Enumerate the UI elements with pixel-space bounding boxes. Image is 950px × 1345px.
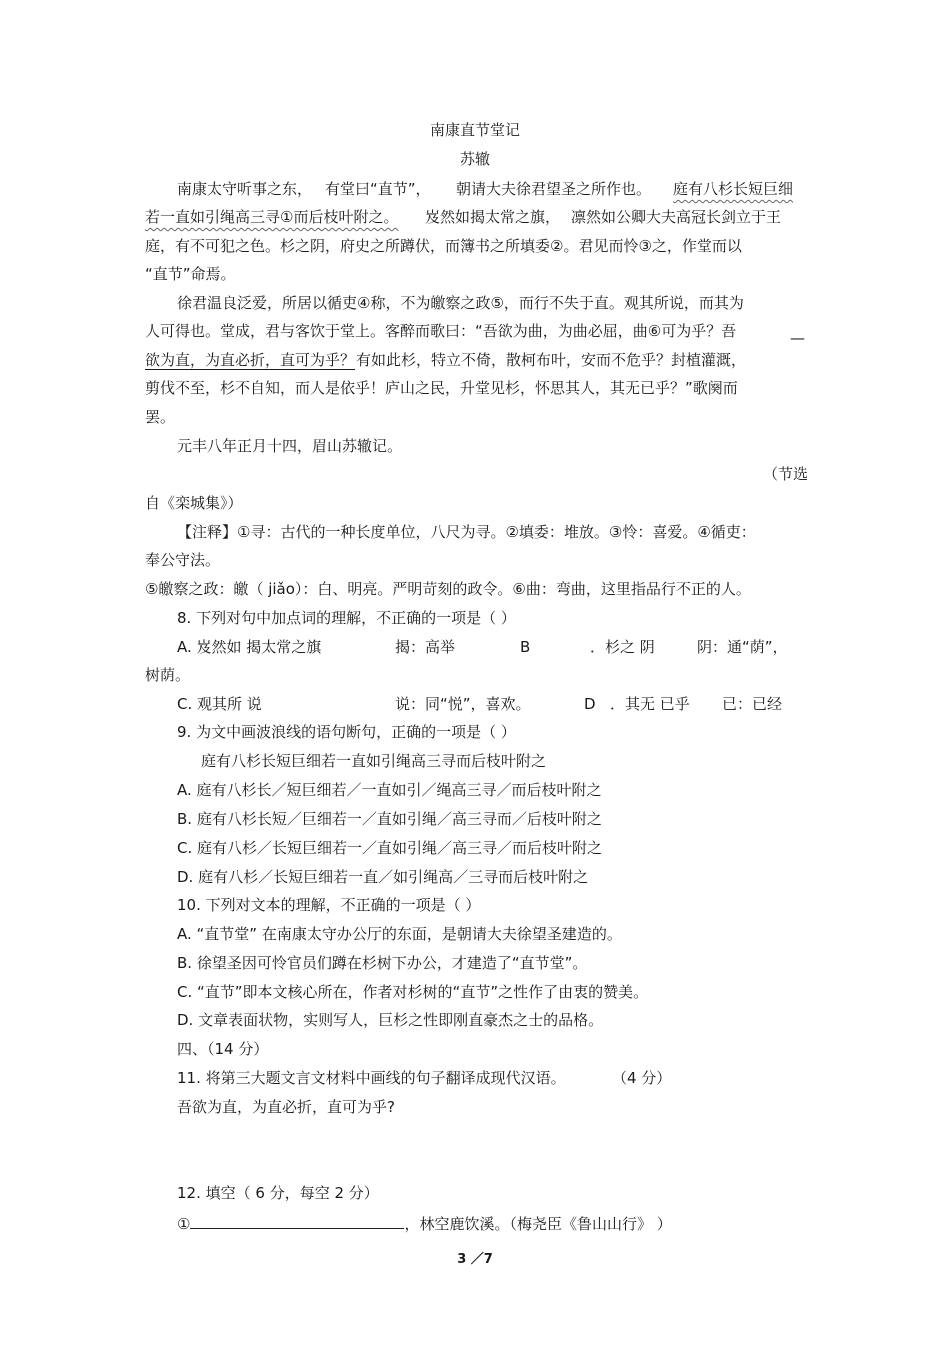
option-c: C. 观其所 说 xyxy=(177,695,262,713)
option-d-meaning: 已：已经 xyxy=(722,695,783,713)
text-line: 庭，有不可犯之色。杉之阴，府史之所蹲伏，而簿书之所填委②。君见而怜③之，作堂而以 xyxy=(145,237,742,255)
annotation-line: ⑤皦察之政：皦（ jiǎo）：白、明亮。严明苛刻的政令。⑥曲：弯曲，这里指品行不正的人。 xyxy=(145,580,751,598)
option-d: D. 庭有八杉／长短巨细若一直／如引绳高／三寻而后枝叶附之 xyxy=(177,868,589,886)
question-8: 8. 下列对句中加点词的理解，不正确的一项是（ ） xyxy=(177,609,516,627)
question-10: 10. 下列对文本的理解，不正确的一项是（ ） xyxy=(177,896,481,914)
section-heading: 四、（14 分） xyxy=(177,1040,269,1058)
question-11: 11. 将第三大题文言文材料中画线的句子翻译成现代汉语。 xyxy=(177,1069,566,1087)
option-b: B. 庭有八杉长短／巨细若一／直如引绳／高三寻而／后枝叶附之 xyxy=(177,810,602,828)
text-line: 罢。 xyxy=(145,408,176,426)
text-line: “直节”命焉。 xyxy=(145,265,236,283)
option-c: C. 庭有八杉／长短巨细若一／直如引绳／高三寻／而后枝叶附之 xyxy=(177,839,603,857)
question-11-score: （4 分） xyxy=(612,1069,672,1087)
answer-blank[interactable] xyxy=(190,1212,404,1229)
question-9-sentence: 庭有八杉长短巨细若一直如引绳高三寻而后枝叶附之 xyxy=(201,752,547,770)
fill-blank-line xyxy=(177,1212,672,1234)
text-line: 剪伐不至，杉不自知，而人是依乎！庐山之民，升堂见杉，怀思其人，其无已乎？”歌阕而 xyxy=(145,379,738,397)
option-c-meaning: 说：同“悦”，喜欢。 xyxy=(395,695,531,713)
article-title: 南康直节堂记 xyxy=(429,121,520,139)
page-number: 3 ／7 xyxy=(457,1252,493,1267)
text-line: 凛然如公卿大夫高冠长剑立于王 xyxy=(571,208,782,226)
question-12: 12. 填空（ 6 分，每空 2 分） xyxy=(177,1184,379,1202)
text-line: 朝请大夫徐君望圣之所作也。 xyxy=(456,180,652,198)
annotation-line: 【注释】①寻：古代的一种长度单位，八尺为寻。②填委：堆放。③怜：喜爱。④循吏： xyxy=(177,523,756,541)
text-line: 南康太守听事之东， xyxy=(177,180,313,198)
underlined-sentence: 欲为直，为直必折，直可为乎？ xyxy=(145,351,356,369)
question-11-sentence: 吾欲为直，为直必折，直可为乎? xyxy=(177,1098,395,1116)
margin-dash: — xyxy=(790,329,805,347)
source-note: （节选 xyxy=(763,465,809,483)
option-a-meaning: 揭：高举 xyxy=(395,638,456,656)
article-author: 苏辙 xyxy=(459,150,490,168)
option-a: A. 岌然如 揭太常之旗 xyxy=(177,638,322,656)
wavy-underlined-sentence: 若一直如引绳高三寻①而后枝叶附之。 xyxy=(145,208,399,226)
blank-marker: ① xyxy=(177,1215,191,1233)
option-d: D. 文章表面状物，实则写人，巨杉之性即刚直豪杰之士的品格。 xyxy=(177,1011,604,1029)
option-a: A. “直节堂” 在南康太守办公厅的东面，是朝请大夫徐望圣建造的。 xyxy=(177,925,622,943)
annotation-line: 奉公守法。 xyxy=(145,551,221,569)
option-c: C. “直节”即本文核心所在，作者对杉树的“直节”之性作了由衷的赞美。 xyxy=(177,983,649,1001)
text-line: 岌然如揭太常之旗， xyxy=(425,208,561,226)
option-d-letter: D xyxy=(584,695,596,713)
option-b: B. 徐望圣因可怜官员们蹲在杉树下办公，才建造了“直节堂”。 xyxy=(177,954,588,972)
question-9: 9. 为文中画波浪线的语句断句，正确的一项是（ ） xyxy=(177,723,516,741)
blank-suffix: ，林空鹿饮溪。（梅尧臣《鲁山山行》 ） xyxy=(404,1215,672,1233)
text-line: 有堂曰“直节”， xyxy=(325,180,431,198)
source-note: 自《栾城集》） xyxy=(145,494,243,512)
option-b: ．杉之 阴 xyxy=(590,638,655,656)
option-d: ．其无 已乎 xyxy=(610,695,690,713)
option-a: A. 庭有八杉长／短巨细若／一直如引／绳高三寻／而后枝叶附之 xyxy=(177,781,602,799)
text-line: 人可得也。堂成，君与客饮于堂上。客醉而歌曰：“吾欲为曲，为曲必屈，曲⑥可为乎？吾 xyxy=(145,322,737,340)
wavy-underlined-sentence: 庭有八杉长短巨细 xyxy=(673,180,794,198)
option-b-meaning: 阴：通“荫”， xyxy=(697,638,788,656)
option-b-letter: B xyxy=(520,638,531,656)
text-line: 元丰八年正月十四，眉山苏辙记。 xyxy=(177,437,403,455)
text-line: 有如此杉，特立不倚，散柯布叶，安而不危乎？封植灌溉， xyxy=(356,351,747,369)
option-b-continuation: 树荫。 xyxy=(145,666,191,684)
text-line: 徐君温良泛爱，所居以循吏④称，不为皦察之政⑤，而行不失于直。观其所说，而其为 xyxy=(177,294,744,312)
